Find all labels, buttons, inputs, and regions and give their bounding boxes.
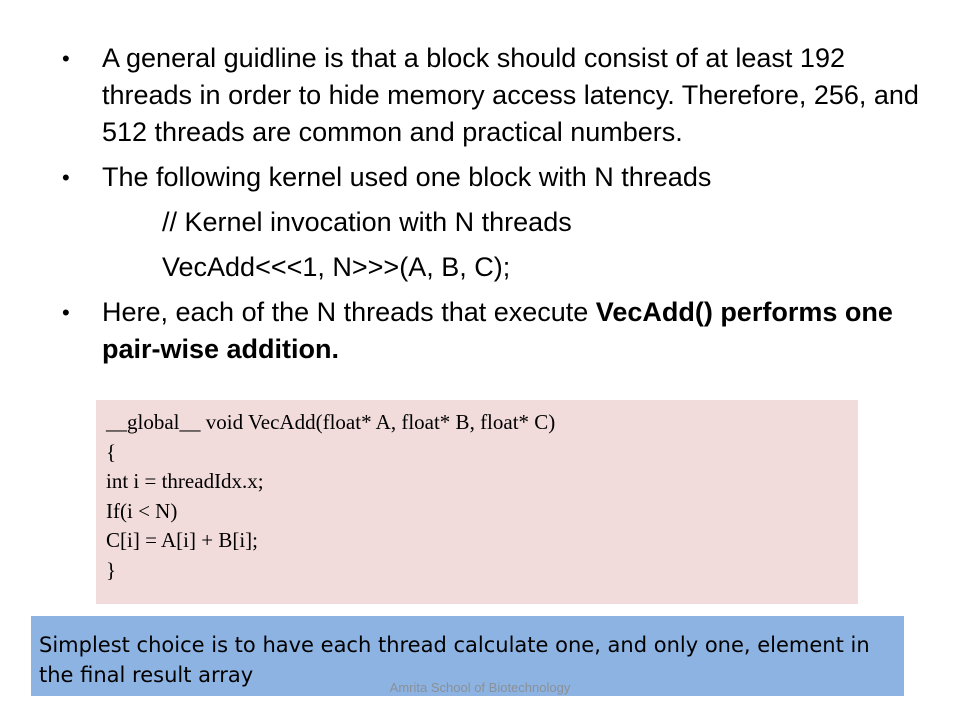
code-line: { — [106, 439, 117, 464]
bullet-list — [62, 40, 922, 376]
bullet-text: The following kernel used one block with N threads — [102, 162, 712, 192]
bullet-item — [62, 294, 922, 368]
bullet-item — [62, 40, 922, 151]
bullet-item — [62, 159, 922, 196]
bullet-text: A general guidline is that a block should consist of at least 192 threads in order to hide memory access latency. Therefore, 256, and 512 threads are common and practical numbers. — [102, 43, 919, 147]
code-line: If(i < N) — [106, 498, 178, 523]
bullet-text-bold: VecAdd() performs one pair-wise addition. — [102, 297, 893, 364]
code-line: C[i] = A[i] + B[i]; — [106, 528, 259, 552]
note-box: Simplest choice is to have each thread calculate one, and only one, element in the final result array — [31, 616, 904, 696]
code-line: } — [106, 557, 117, 582]
bullet-dot-icon: • — [62, 165, 70, 190]
slide-footer: Amrita School of Biotechnology — [389, 680, 571, 695]
code-line: int i = threadIdx.x; — [106, 469, 264, 493]
bullet-text-plain: Here, each of the N threads that execute — [102, 297, 596, 327]
bullet-text — [102, 297, 893, 364]
code-line: __global__ void VecAdd(float* A, float* B, float* C) — [106, 410, 556, 434]
kernel-invocation-line: VecAdd<<<1, N>>>(A, B, C); — [162, 252, 511, 282]
code-block — [96, 400, 858, 604]
kernel-comment-line: // Kernel invocation with N threads — [162, 207, 572, 237]
bullet-dot-icon: • — [62, 300, 70, 325]
bullet-dot-icon: • — [62, 46, 70, 71]
